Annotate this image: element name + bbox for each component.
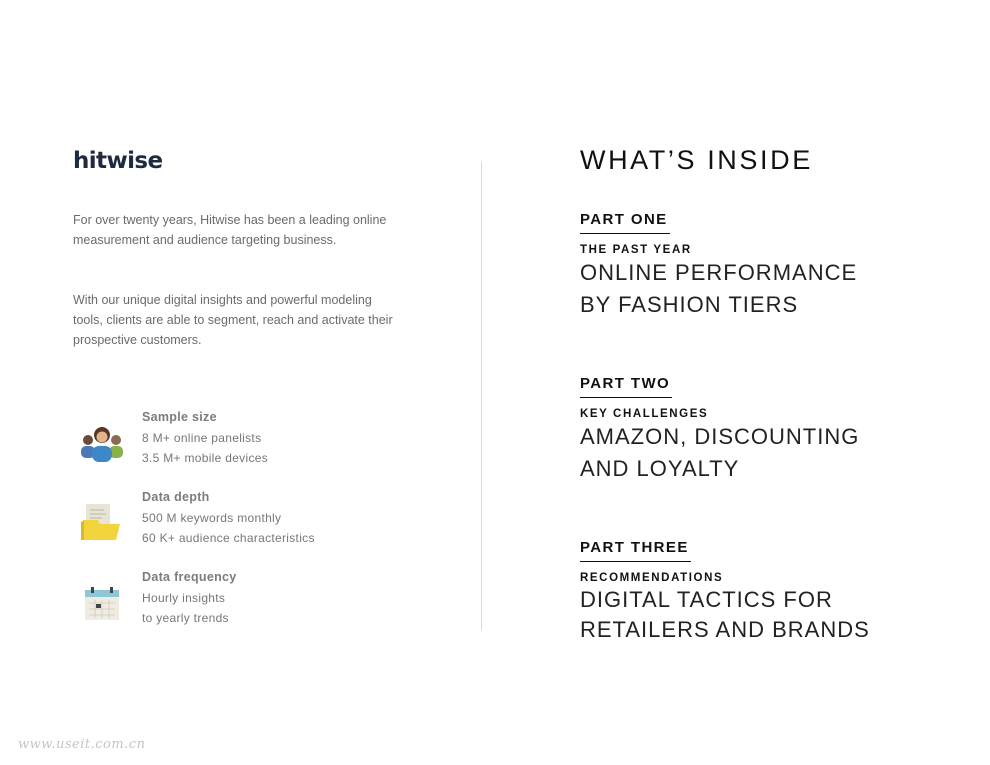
part-headline-line: AMAZON, DISCOUNTING xyxy=(580,424,860,449)
contents-part-three xyxy=(580,539,940,644)
stat-line: Hourly insights xyxy=(142,591,226,605)
stat-line: 500 M keywords monthly xyxy=(142,511,282,525)
calendar-icon xyxy=(78,578,126,626)
stat-sample-size xyxy=(78,410,408,480)
stat-title: Data frequency xyxy=(142,570,237,584)
part-headline-line: BY FASHION TIERS xyxy=(580,292,799,317)
stat-line: 3.5 M+ mobile devices xyxy=(142,451,269,465)
page-title: WHAT’S INSIDE xyxy=(580,145,813,175)
stat-data-frequency xyxy=(78,570,408,640)
part-label: PART TWO xyxy=(580,375,672,398)
part-subtitle: THE PAST YEAR xyxy=(580,244,692,256)
intro-paragraph-1: For over twenty years, Hitwise has been a leading online measurement and audience targeting business. xyxy=(73,213,387,247)
intro-paragraph-2: With our unique digital insights and powerful modeling tools, clients are able to segment, reach and activate their prospective customers. xyxy=(73,293,393,347)
contents-part-two xyxy=(580,375,940,484)
part-headline-line: RETAILERS AND BRANDS xyxy=(580,617,870,642)
folder-icon xyxy=(78,498,126,546)
part-headline-line: DIGITAL TACTICS FOR xyxy=(580,587,833,612)
watermark: www.useit.com.cn xyxy=(18,737,146,752)
part-headline-line: ONLINE PERFORMANCE xyxy=(580,260,858,285)
stat-title: Data depth xyxy=(142,490,210,504)
column-divider xyxy=(481,162,482,630)
part-subtitle: RECOMMENDATIONS xyxy=(580,572,724,584)
people-icon xyxy=(78,418,126,466)
part-label: PART THREE xyxy=(580,539,691,562)
part-label: PART ONE xyxy=(580,211,670,234)
stat-line: 8 M+ online panelists xyxy=(142,431,262,445)
hitwise-logo: hitwise xyxy=(73,148,163,174)
stat-line: to yearly trends xyxy=(142,611,229,625)
part-subtitle: KEY CHALLENGES xyxy=(580,408,709,420)
part-headline-line: AND LOYALTY xyxy=(580,456,740,481)
contents-part-one xyxy=(580,211,940,320)
stat-data-depth xyxy=(78,490,408,560)
stat-title: Sample size xyxy=(142,410,217,424)
stat-line: 60 K+ audience characteristics xyxy=(142,531,315,545)
